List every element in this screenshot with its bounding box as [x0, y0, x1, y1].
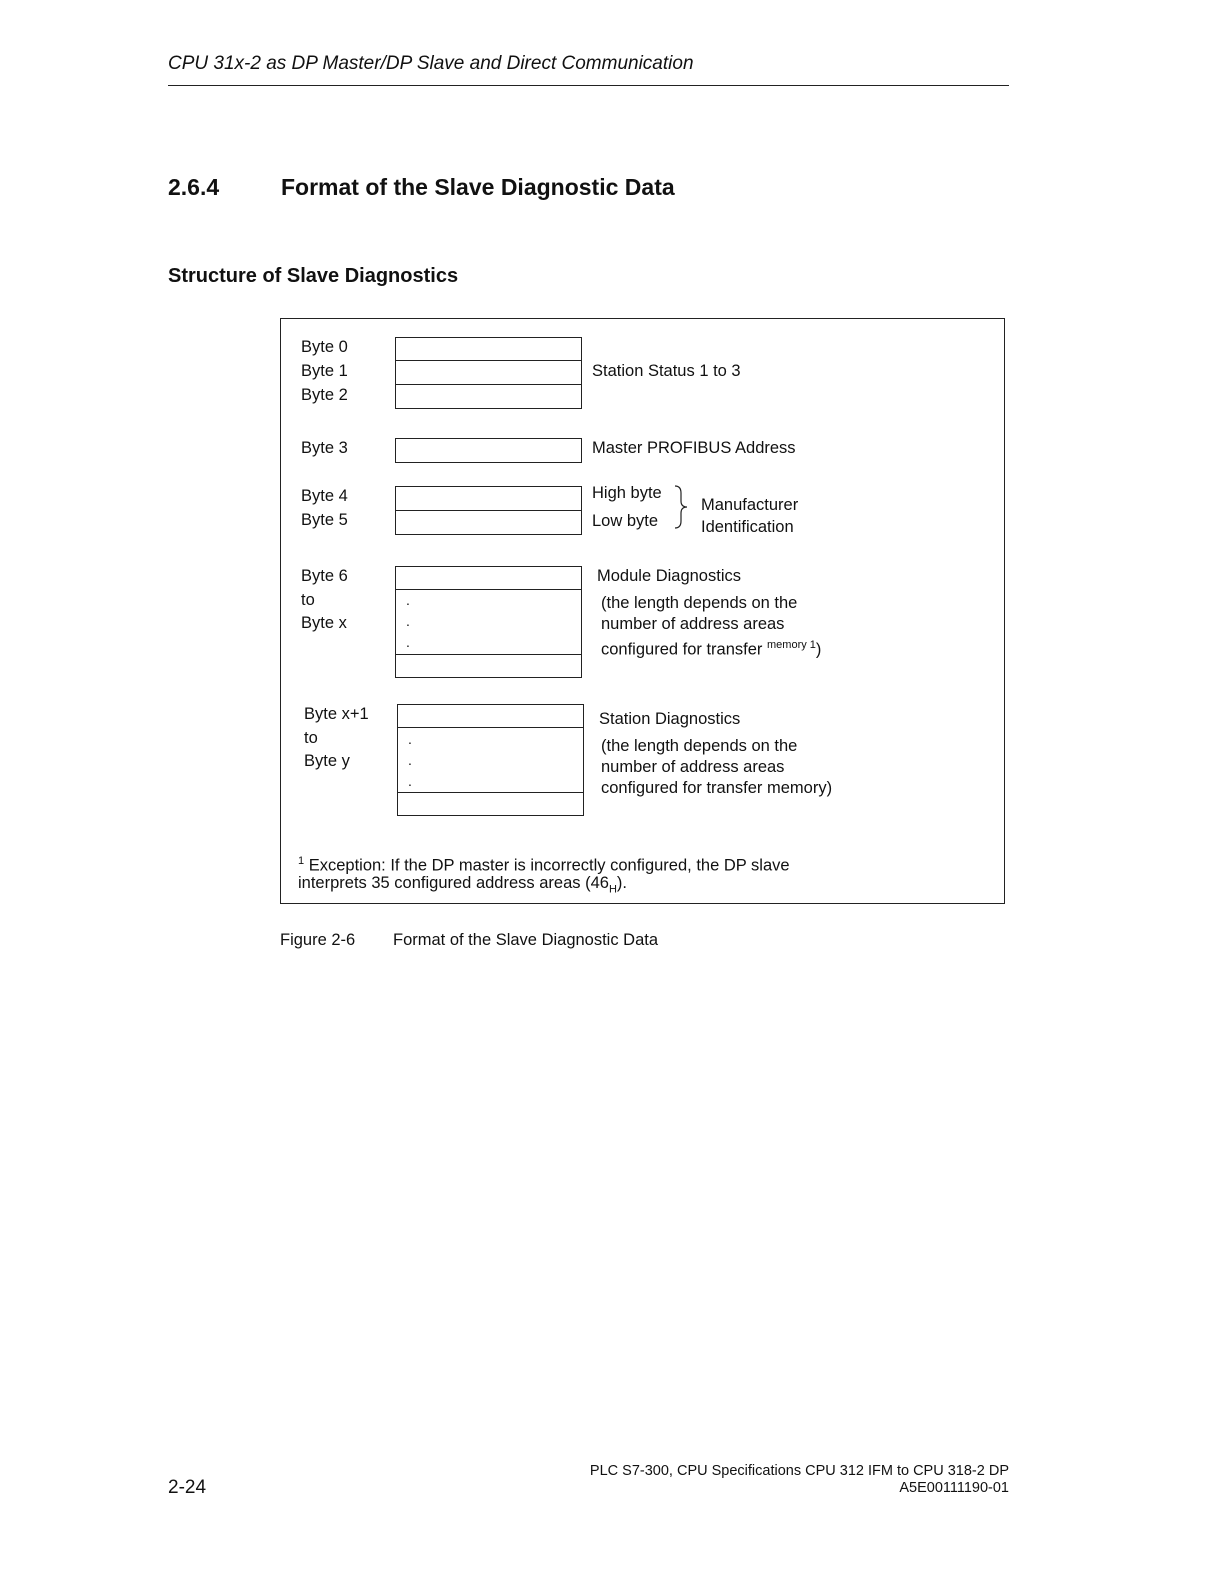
footer-doc-number: A5E00111190-01 [899, 1480, 1009, 1496]
curly-brace-icon [673, 484, 689, 530]
footnote-line2: interprets 35 configured address areas $(46_H)$. [298, 874, 627, 896]
ellipsis-dot: . [408, 773, 412, 789]
byte-label: Byte 4 [301, 487, 348, 505]
high-byte-label: High byte [592, 484, 662, 502]
byte-label: Byte x [301, 614, 347, 632]
running-header: CPU 31x-2 as DP Master/DP Slave and Direct Communication [168, 53, 694, 74]
byte-label: to [301, 591, 315, 609]
byte-divider [395, 510, 582, 511]
low-byte-label: Low byte [592, 512, 659, 530]
byte-label: Byte 3 [301, 439, 348, 457]
page-number: 2-24 [168, 1477, 207, 1498]
station-status-label: Station Status 1 to 3 [592, 362, 741, 380]
module-diagnostics-desc: configured for transfer $^{memory 1}$) [601, 639, 822, 659]
master-address-box [395, 438, 582, 463]
byte-divider [395, 654, 582, 655]
station-diagnostics-boxes [397, 704, 584, 816]
station-diagnostics-desc: number of address areas [601, 758, 785, 776]
station-diagnostics-desc: configured for transfer memory) [601, 779, 833, 797]
byte-divider [395, 360, 582, 361]
module-diagnostics-desc: number of address areas [601, 615, 785, 633]
figure-number: Figure 2-6 [280, 931, 356, 949]
byte-divider [395, 384, 582, 385]
byte-divider [395, 589, 582, 590]
manufacturer-label: Manufacturer [701, 496, 799, 514]
byte-label: Byte 5 [301, 511, 348, 529]
figure-caption: Format of the Slave Diagnostic Data [393, 931, 659, 949]
section-number: 2.6.4 [168, 174, 220, 200]
byte-label: Byte x+1 [304, 705, 369, 723]
footnote-line1: $^1$ Exception: If the DP master is incorrectly configured, the DP slave [298, 855, 790, 875]
master-address-label: Master PROFIBUS Address [592, 439, 796, 457]
diagnostic-figure [280, 318, 1005, 904]
byte-label: Byte y [304, 752, 350, 770]
footnote-marker: 1 [298, 855, 305, 867]
station-status-boxes [395, 337, 582, 409]
byte-label: Byte 0 [301, 338, 348, 356]
byte-label: Byte 2 [301, 386, 348, 404]
identification-label: Identification [701, 518, 794, 536]
ellipsis-dot: . [408, 752, 412, 768]
subsection-title: Structure of Slave Diagnostics [168, 265, 459, 287]
module-diagnostics-title: Module Diagnostics [597, 567, 741, 585]
module-diagnostics-boxes [395, 566, 582, 678]
byte-divider [397, 792, 584, 793]
byte-label: Byte 6 [301, 567, 348, 585]
ellipsis-dot: . [406, 592, 410, 608]
footer-doc-title: PLC S7-300, CPU Specifications CPU 312 IFM to CPU 318-2 DP [589, 1463, 1009, 1479]
footnote-superscript: memory 1 [767, 639, 816, 651]
section-title: Format of the Slave Diagnostic Data [281, 174, 675, 200]
byte-label: Byte 1 [301, 362, 348, 380]
ellipsis-dot: . [406, 634, 410, 650]
ellipsis-dot: . [408, 731, 412, 747]
header-rule [168, 85, 1009, 86]
station-diagnostics-desc: (the length depends on the [601, 737, 798, 755]
station-diagnostics-title: Station Diagnostics [599, 710, 741, 728]
byte-label: to [304, 729, 318, 747]
ellipsis-dot: . [406, 613, 410, 629]
byte-divider [397, 727, 584, 728]
module-diagnostics-desc: (the length depends on the [601, 594, 798, 612]
